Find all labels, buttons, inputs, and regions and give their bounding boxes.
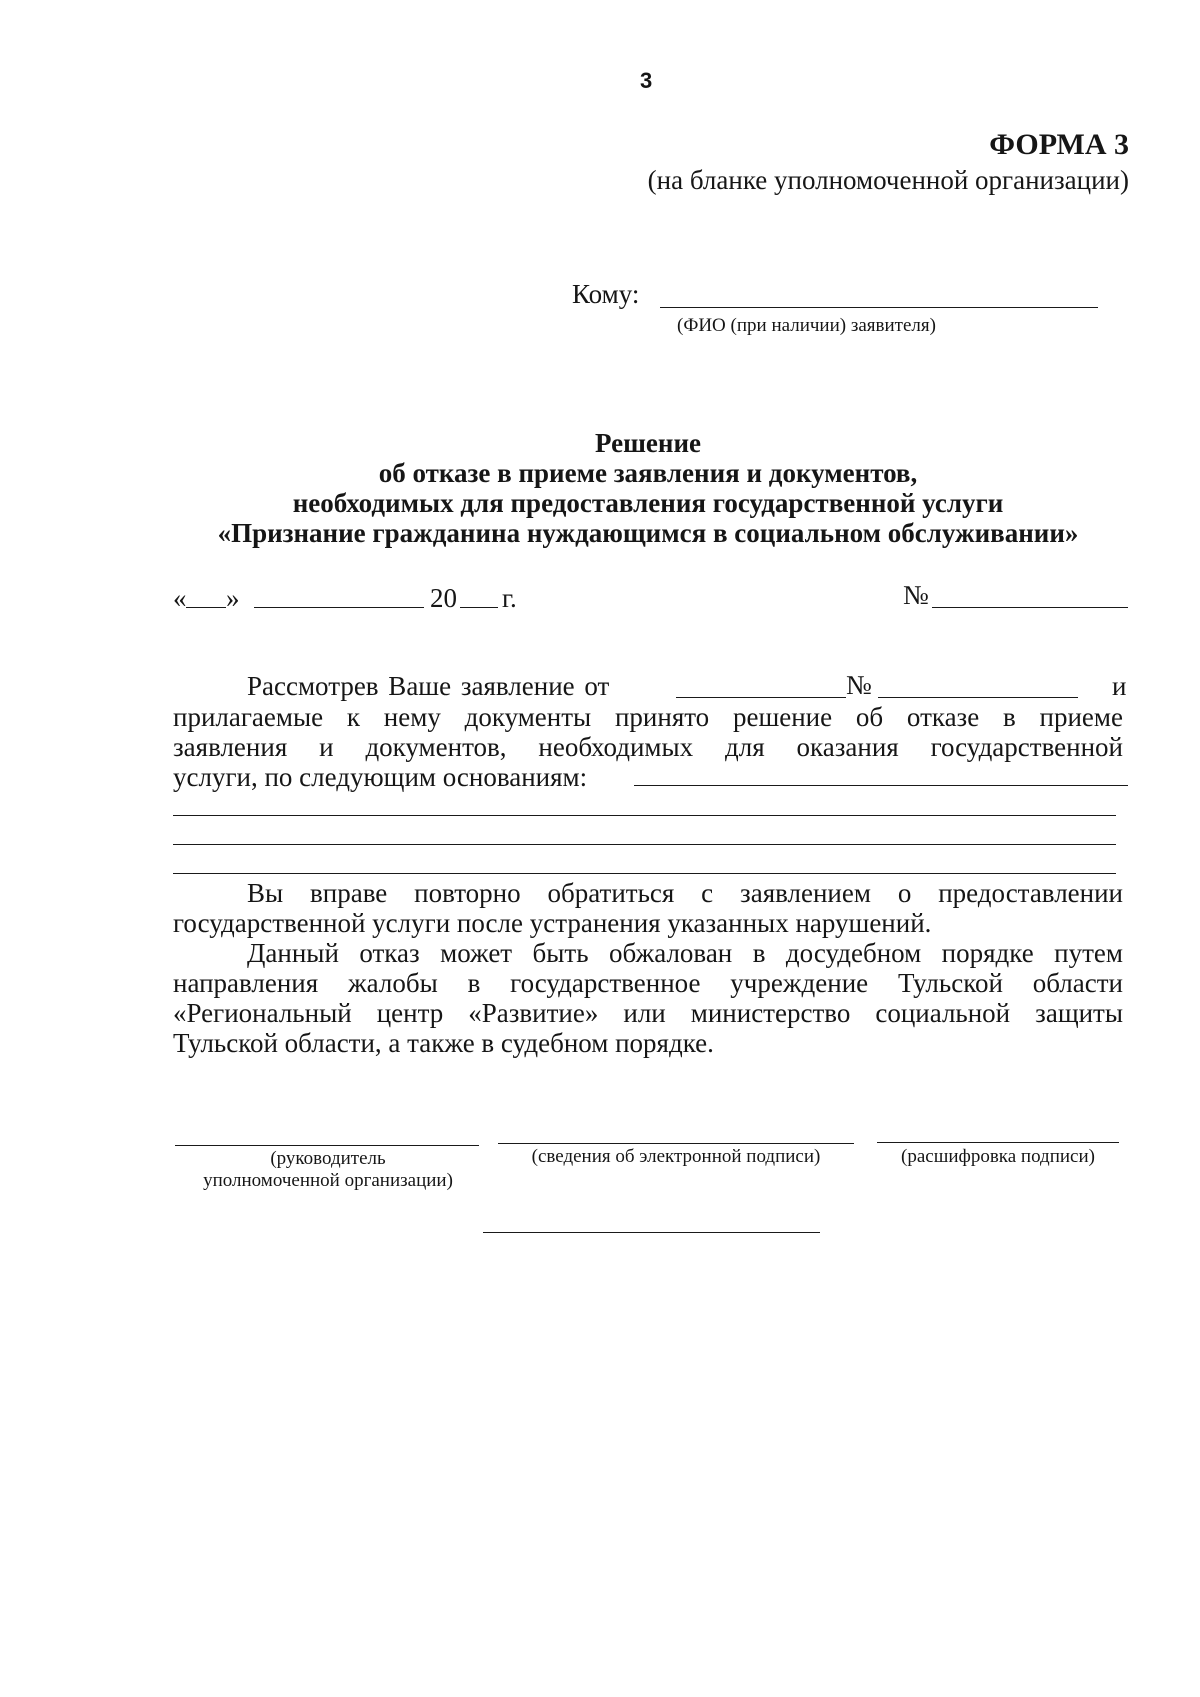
- decision-number-sign: №: [903, 580, 929, 610]
- grounds-label: услуги, по следующим основаниям:: [173, 762, 588, 792]
- date-day-line[interactable]: [186, 607, 226, 608]
- application-number-line[interactable]: [878, 697, 1078, 698]
- body-text-line: Данный отказ может быть обжалован в досудебном порядке путем: [247, 938, 1123, 968]
- page-number: 3: [640, 68, 653, 93]
- and-conjunction: и: [1112, 671, 1127, 701]
- date-open-quote: «: [173, 583, 187, 613]
- esign-caption: (сведения об электронной подписи): [531, 1146, 821, 1167]
- form-subtitle: (на бланке уполномоченной организации): [647, 165, 1129, 195]
- date-close-quote: »: [226, 583, 240, 613]
- application-date-line[interactable]: [676, 697, 846, 698]
- date-year-prefix: 20: [430, 583, 457, 613]
- decision-subject-line-1: об отказе в приеме заявления и документов,: [378, 458, 918, 488]
- grounds-line[interactable]: [173, 873, 1116, 874]
- grounds-line[interactable]: [634, 785, 1128, 786]
- decision-title: Решение: [595, 428, 701, 458]
- decision-subject-line-2: необходимых для предоставления государственной услуги: [292, 488, 1004, 518]
- head-caption: [170, 1148, 486, 1192]
- decision-number-line[interactable]: [932, 607, 1128, 608]
- grounds-line[interactable]: [173, 844, 1116, 845]
- form-title: ФОРМА 3: [989, 128, 1129, 161]
- recipient-name-line[interactable]: [660, 307, 1098, 308]
- body-text-line: направления жалобы в государственное учреждение Тульской области: [173, 968, 1123, 998]
- head-signature-line[interactable]: [175, 1145, 479, 1146]
- esign-line[interactable]: [498, 1143, 854, 1144]
- application-intro: Рассмотрев Ваше заявление от: [247, 671, 610, 701]
- decision-service-name: «Признание гражданина нуждающимся в социальном обслуживании»: [217, 518, 1079, 548]
- application-number-sign: №: [846, 670, 872, 700]
- decode-caption: (расшифровка подписи): [901, 1146, 1095, 1167]
- body-text-line: государственной услуги после устранения указанных нарушений.: [173, 908, 932, 938]
- head-caption-line-1: (руководитель: [270, 1148, 386, 1169]
- separator-line: [483, 1232, 820, 1233]
- decode-signature-line[interactable]: [877, 1142, 1119, 1143]
- body-text-line: заявления и документов, необходимых для оказания государственной: [173, 732, 1123, 762]
- body-text-line: Вы вправе повторно обратиться с заявлением о предоставлении: [247, 878, 1123, 908]
- body-text-line: прилагаемые к нему документы принято решение об отказе в приеме: [173, 702, 1123, 732]
- body-text-line: Тульской области, а также в судебном порядке.: [173, 1028, 714, 1058]
- date-year-suffix: г.: [502, 583, 517, 613]
- date-month-line[interactable]: [254, 607, 424, 608]
- recipient-label: Кому:: [572, 279, 640, 309]
- head-caption-line-2: уполномоченной организации): [203, 1170, 453, 1191]
- grounds-line[interactable]: [173, 815, 1116, 816]
- recipient-hint: (ФИО (при наличии) заявителя): [677, 315, 936, 336]
- body-text-line: «Региональный центр «Развитие» или министерство социальной защиты: [173, 998, 1123, 1028]
- date-year-line[interactable]: [460, 607, 498, 608]
